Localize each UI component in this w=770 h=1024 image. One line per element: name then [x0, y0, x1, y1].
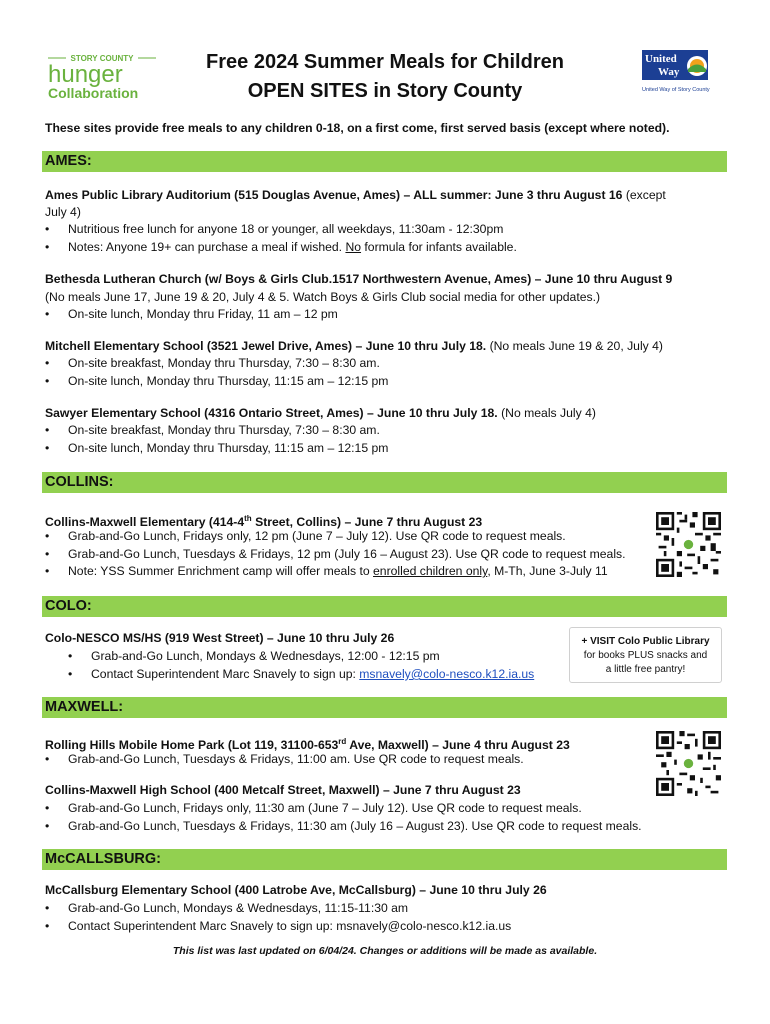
logo-caption: United Way of Story County: [642, 87, 710, 93]
footer-note: This list was last updated on 6/04/24. Changes or additions will be made as available.: [172, 945, 598, 957]
site-title: [45, 782, 521, 799]
story-county-hunger-collaboration-logo: [46, 52, 158, 102]
list-item-text: Grab-and-Go Lunch, Tuesdays & Fridays, 11:00 am. Use QR code to request meals.: [68, 752, 524, 766]
logo-text-united: United: [645, 53, 677, 65]
site-title: [45, 187, 666, 204]
list-item: • Grab-and-Go Lunch, Tuesdays & Fridays, 11:00 am. Use QR code to request meals.: [45, 752, 524, 766]
list-item-text: Contact Superintendent Marc Snavely to sign up:: [91, 667, 360, 681]
section-heading-ames: AMES:: [42, 151, 727, 172]
list-item: • Notes: Anyone 19+ can purchase a meal if wished. No formula for infants available.: [45, 240, 517, 254]
library-callout-box: [569, 627, 722, 683]
list-item-text: On-site lunch, Monday thru Thursday, 11:15 am – 12:15 pm: [68, 441, 389, 455]
list-item-text: Grab-and-Go Lunch, Tuesdays & Fridays, 11:30 am (July 16 – August 23). Use QR code to request meals.: [68, 819, 642, 833]
site-title-text: Colo-NESCO MS/HS (919 West Street) – June 10 thru July 26: [45, 631, 395, 645]
intro-text: These sites provide free meals to any children 0-18, on a first come, first served basis (except where noted).: [45, 121, 670, 135]
site-title-text: Ames Public Library Auditorium (515 Douglas Avenue, Ames) – ALL summer: June 3 thru August 16: [45, 188, 623, 202]
list-item-text: Grab-and-Go Lunch, Fridays only, 12 pm (June 7 – July 12). Use QR code to request meals.: [68, 529, 566, 543]
list-item-text: On-site lunch, Monday thru Friday, 11 am – 12 pm: [68, 307, 338, 321]
email-link[interactable]: msnavely@colo-nesco.k12.ia.us: [359, 667, 535, 681]
underlined-text: No: [345, 240, 362, 254]
section-heading-colo: COLO:: [42, 596, 727, 617]
united-way-logo: [640, 50, 716, 94]
list-item-text: On-site lunch, Monday thru Thursday, 11:15 am – 12:15 pm: [68, 374, 389, 388]
list-item: • Contact Superintendent Marc Snavely to sign up: msnavely@colo-nesco.k12.ia.us: [68, 667, 535, 681]
list-item-text: Contact Superintendent Marc Snavely to sign up: msnavely@colo-nesco.k12.ia.us: [68, 919, 512, 933]
list-item: • Grab-and-Go Lunch, Mondays & Wednesdays, 12:00 - 12:15 pm: [68, 649, 440, 663]
list-item-text: formula for infants available.: [361, 240, 517, 254]
list-item: • Grab-and-Go Lunch, Fridays only, 12 pm (June 7 – July 12). Use QR code to request meals.: [45, 529, 566, 543]
list-item-text: Grab-and-Go Lunch, Mondays & Wednesdays, 12:00 - 12:15 pm: [91, 649, 440, 663]
list-item: • On-site breakfast, Monday thru Thursday, 7:30 – 8:30 am.: [45, 356, 380, 370]
list-item: • Grab-and-Go Lunch, Tuesdays & Fridays, 12 pm (July 16 – August 23). Use QR code to request meals.: [45, 547, 626, 561]
list-item-text: , M-Th, June 3-July 11: [487, 564, 608, 578]
underlined-text: enrolled children only: [373, 564, 488, 578]
list-item-text: On-site breakfast, Monday thru Thursday, 7:30 – 8:30 am.: [68, 356, 380, 370]
list-item-text: Note: YSS Summer Enrichment camp will offer meals to: [68, 564, 374, 578]
callout-line: for books PLUS snacks and: [583, 650, 708, 661]
page-title-line2: OPEN SITES in Story County: [247, 80, 523, 102]
site-title: [45, 271, 672, 288]
site-title-text: Ave, Maxwell) – June 4 thru August 23: [346, 738, 570, 753]
section-heading-mccallsburg: McCALLSBURG:: [42, 849, 727, 870]
page-title-line1: Free 2024 Summer Meals for Children: [206, 51, 564, 73]
callout-line: + VISIT Colo Public Library: [581, 636, 710, 647]
qr-code-icon[interactable]: [656, 731, 721, 796]
site-title: [45, 630, 394, 647]
list-item-text: Grab-and-Go Lunch, Tuesdays & Fridays, 12 pm (July 16 – August 23). Use QR code to request meals.: [68, 547, 626, 561]
logo-text-story-county: STORY COUNTY: [70, 54, 134, 63]
list-item: • On-site lunch, Monday thru Thursday, 11:15 am – 12:15 pm: [45, 441, 389, 455]
list-item: • On-site lunch, Monday thru Friday, 11 am – 12 pm: [45, 307, 338, 321]
list-item-text: On-site breakfast, Monday thru Thursday, 7:30 – 8:30 am.: [68, 423, 380, 437]
list-item-text: Nutritious free lunch for anyone 18 or younger, all weekdays, 11:30am - 12:30pm: [68, 222, 504, 236]
site-title-text: Collins-Maxwell High School (400 Metcalf Street, Maxwell) – June 7 thru August 23: [45, 783, 521, 797]
list-item: • Grab-and-Go Lunch, Tuesdays & Fridays, 11:30 am (July 16 – August 23). Use QR code to request meals.: [45, 819, 642, 833]
site-title: [45, 882, 547, 899]
list-item: • On-site breakfast, Monday thru Thursday, 7:30 – 8:30 am.: [45, 423, 380, 437]
site-title-text: Mitchell Elementary School (3521 Jewel Drive, Ames) – June 10 thru July 18.: [45, 339, 487, 353]
site-title-text: Collins-Maxwell Elementary (414-4: [45, 515, 245, 530]
qr-code-icon[interactable]: [656, 512, 721, 577]
list-item: • Note: YSS Summer Enrichment camp will offer meals to enrolled children only, M-Th, June 3-July 11: [45, 564, 608, 578]
site-title-text: Sawyer Elementary School (4316 Ontario Street, Ames) – June 10 thru July 18.: [45, 406, 498, 420]
superscript: th: [244, 514, 252, 523]
list-item-text: Grab-and-Go Lunch, Mondays & Wednesdays, 11:15-11:30 am: [68, 901, 409, 915]
site-note: (No meals June 17, June 19 & 20, July 4 & 5. Watch Boys & Girls Club social media for other updates.): [45, 290, 601, 304]
section-heading-maxwell: MAXWELL:: [42, 697, 727, 718]
site-note: (No meals June 19 & 20, July 4): [486, 339, 663, 353]
site-title-text: Street, Collins) – June 7 thru August 23: [251, 515, 483, 530]
list-item-text: Notes: Anyone 19+ can purchase a meal if wished.: [68, 240, 346, 254]
site-title-text: McCallsburg Elementary School (400 Latrobe Ave, McCallsburg) – June 10 thru July 26: [45, 883, 547, 897]
list-item: • Contact Superintendent Marc Snavely to sign up: msnavely@colo-nesco.k12.ia.us: [45, 919, 512, 933]
list-item-text: Grab-and-Go Lunch, Fridays only, 11:30 am (June 7 – July 12). Use QR code to request meals.: [68, 801, 582, 815]
list-item: • Grab-and-Go Lunch, Fridays only, 11:30 am (June 7 – July 12). Use QR code to request meals.: [45, 801, 582, 815]
site-note: (except: [622, 188, 666, 202]
site-note-continued: July 4): [45, 205, 81, 219]
list-item: • Grab-and-Go Lunch, Mondays & Wednesdays, 11:15-11:30 am: [45, 901, 409, 915]
site-title: [45, 405, 596, 422]
list-item: • Nutritious free lunch for anyone 18 or younger, all weekdays, 11:30am - 12:30pm: [45, 222, 504, 236]
site-title: [45, 338, 663, 355]
list-item: • On-site lunch, Monday thru Thursday, 11:15 am – 12:15 pm: [45, 374, 389, 388]
site-title-text: Bethesda Lutheran Church (w/ Boys & Girls Club.1517 Northwestern Avenue, Ames) – June 10 thru August 9: [45, 272, 673, 286]
site-note: (No meals July 4): [497, 406, 596, 420]
site-title-text: Rolling Hills Mobile Home Park (Lot 119, 31100-653: [45, 738, 339, 753]
section-heading-collins: COLLINS:: [42, 472, 727, 493]
logo-text-way: Way: [658, 66, 680, 78]
callout-line: a little free pantry!: [605, 664, 686, 675]
logo-text-hunger: hunger: [48, 61, 123, 88]
logo-text-collaboration: Collaboration: [48, 85, 139, 101]
superscript: rd: [338, 737, 347, 746]
